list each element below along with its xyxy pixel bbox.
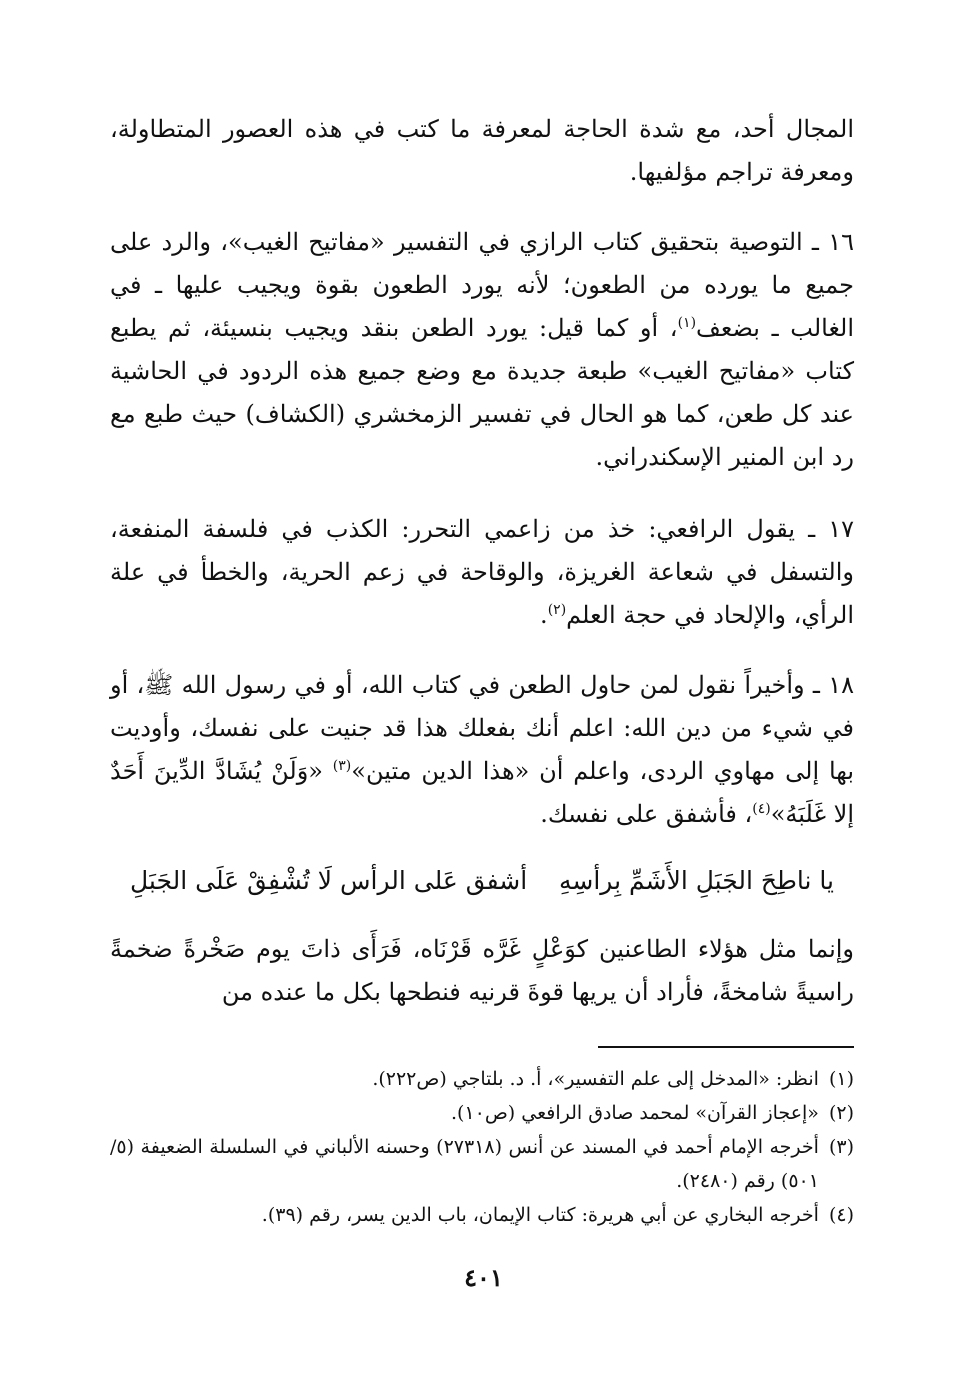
footnote-item	[110, 1096, 854, 1130]
paragraph-text: ١٧ ـ يقول الرافعي: خذ من زاعمي التحرر: الكذب في فلسفة المنفعة، والتسفل في شعاعة الغريزة، والوقاحة في زعم الحرية، والخطأ في علة الرأي، والإلحاد في حجة العلم	[110, 515, 854, 629]
paragraph-continuation	[110, 108, 854, 194]
paragraph-item-18	[110, 664, 854, 836]
footnote-item	[110, 1130, 854, 1198]
verse-second-hemistich: أشفق عَلى الرأس لَا تُشْفِقْ عَلَى الجَبَلِ	[130, 866, 528, 895]
footnote-text: «إعجاز القرآن» لمحمد صادق الرافعي (ص١٠).	[450, 1102, 819, 1124]
footnote-number: (١)	[828, 1068, 854, 1090]
footnote-ref-3: (٣)	[332, 758, 352, 774]
paragraph-text: ١٦ ـ التوصية بتحقيق كتاب الرازي في التفسير «مفاتيح الغيب»، والرد على جميع ما يورده من الطعون؛ لأنه يورد الطعون بقوة ويجيب عليها ـ في الغالب ـ بضعف	[110, 228, 855, 342]
paragraph-item-17	[110, 508, 854, 637]
footnote-text: انظر: «المدخل إلى علم التفسير»، أ. د. بلتاجي (ص٢٢٢).	[372, 1068, 819, 1090]
paragraph-text: ، أو كما قيل: يورد الطعن بنقد ويجيب بنسيئة، ثم يطبع كتاب «مفاتيح الغيب» طبعة جديدة مع وضع جميع هذه الردود في الحاشية عند كل طعن، كما هو الحال في تفسير الزمخشري (الكشاف) حيث طبع مع رد ابن المنير الإسكندراني.	[110, 314, 854, 471]
footnote-ref-1: (١)	[677, 315, 697, 331]
verse-first-hemistich: يا ناطِحَ الجَبَلِ الأَشَمِّ بِرأسِهِ	[559, 866, 834, 895]
footnote-separator	[598, 1046, 854, 1048]
paragraph-item-16	[110, 221, 854, 479]
footnote-item	[110, 1062, 854, 1096]
paragraph-text: ١٨ ـ وأخيراً نقول لمن حاول الطعن في كتاب الله، أو في رسول الله ﷺ، أو في شيء من دين الله: اعلم أنك بفعلك هذا قد جنيت على نفسك، وأوديت بها إلى مهاوي الردى، واعلم أن «هذا الدين متين»	[110, 671, 854, 785]
paragraph-text: .	[540, 601, 548, 629]
paragraph-text: وإنما مثل هؤلاء الطاعنين كوَعْلٍ غَرَّه قَرْنَاه، فَرَأَى ذاتَ يوم صَخْرةً ضخمةً راسيةً شامخةً، فأراد أن يريها قوةَ قرنيه فنطحها بكل ما عنده من	[110, 935, 854, 1006]
paragraph-analogy	[110, 928, 854, 1014]
footnote-number: (٤)	[828, 1204, 854, 1226]
footnote-text: أخرجه البخاري عن أبي هريرة: كتاب الإيمان، باب الدين يسر، رقم (٣٩).	[261, 1204, 819, 1226]
footnote-ref-4: (٤)	[752, 801, 771, 817]
footnote-number: (٣)	[828, 1136, 854, 1158]
poetry-verse	[110, 858, 854, 904]
footnote-number: (٢)	[828, 1102, 854, 1124]
footnotes-list	[110, 1062, 854, 1232]
paragraph-quote: «وَلَنْ يُشَادَّ الدِّينَ أَحَدٌ إلا غَلَبَهُ»	[110, 757, 854, 828]
footnote-item	[110, 1198, 854, 1232]
paragraph-text: ، فأشفق على نفسك.	[540, 800, 753, 828]
paragraph-text: المجال أحد، مع شدة الحاجة لمعرفة ما كتب في هذه العصور المتطاولة، ومعرفة تراجم مؤلفيها.	[110, 115, 854, 186]
footnote-text: أخرجه الإمام أحمد في المسند عن أنس (٢٧٣١٨) وحسنه الألباني في السلسلة الضعيفة (٥/ ٥٠١) رقم (٢٤٨٠).	[110, 1136, 819, 1192]
footnote-ref-2: (٢)	[547, 602, 567, 618]
page-number: ٤٠١	[464, 1263, 503, 1292]
